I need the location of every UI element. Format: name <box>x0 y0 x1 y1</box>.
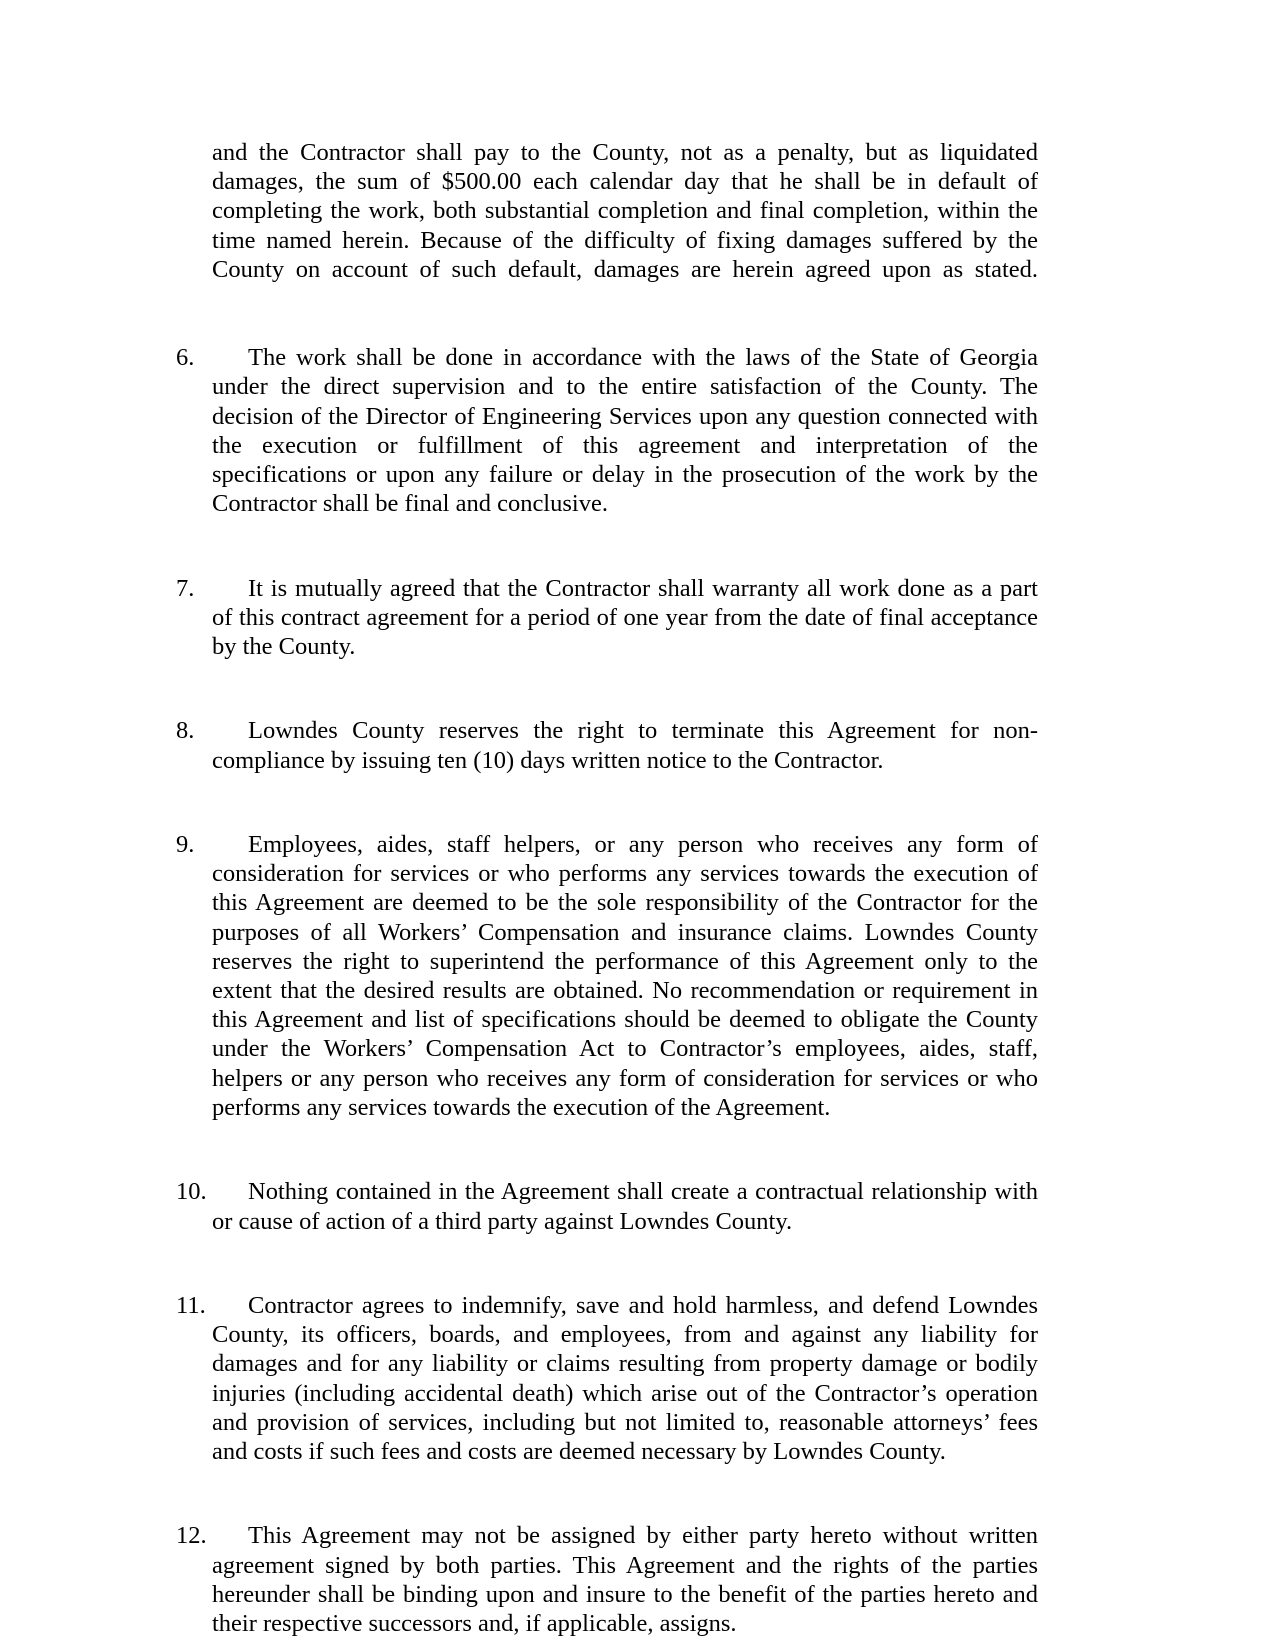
clause-number-12: 12. <box>176 1522 207 1550</box>
clause-item-7 <box>176 574 1038 691</box>
clause-number-7: 7. <box>176 574 195 602</box>
continuation-paragraph: and the Contractor shall pay to the County, not as a penalty, but as liquidated damages, the sum of $500.00 each calendar day that he shall be in default of completing the work, both substantial completion and final completion, within the time named herein. Because of the difficulty of fixing damages suffered by the County on account of such default, damages are herein agreed upon as stated. <box>212 139 1038 283</box>
clause-text-6: The work shall be done in accordance with the laws of the State of Georgia under the direct supervision and to the entire satisfaction of the County. The decision of the Director of Engineering Services upon any question connected with the execution or fulfillment of this agreement and interpretation of the specifications or upon any failure or delay in the prosecution of the work by the Contractor shall be final and conclusive. <box>212 344 1038 518</box>
clause-text-11: Contractor agrees to indemnify, save and hold harmless, and defend Lowndes County, its officers, boards, and employees, from and against any liability for damages and for any liability or claims resulting from property damage or bodily injuries (including accidental death) which arise out of the Contractor’s operation and provision of services, including but not limited to, reasonable attorneys’ fees and costs if such fees and costs are deemed necessary by Lowndes County. <box>212 1291 1038 1465</box>
clause-number-11: 11. <box>176 1291 206 1319</box>
clause-item-11 <box>176 1291 1038 1495</box>
clause-text-10: Nothing contained in the Agreement shall create a contractual relationship with or cause of action of a third party against Lowndes County. <box>212 1178 1038 1235</box>
clause-item-10 <box>176 1177 1038 1265</box>
clause-number-8: 8. <box>176 717 195 745</box>
clause-item-8 <box>176 716 1038 804</box>
clause-item-12 <box>176 1521 1038 1650</box>
clause-number-9: 9. <box>176 831 195 859</box>
clause-text-12: This Agreement may not be assigned by either party hereto without written agreement signed by both parties. This Agreement and the rights of the parties hereunder shall be binding upon and insure to the benefit of the parties hereto and their respective successors and, if applicable, assigns. <box>212 1522 1038 1637</box>
clause-number-6: 6. <box>176 344 195 372</box>
clause-item-6 <box>176 343 1038 547</box>
clause-text-7: It is mutually agreed that the Contractor shall warranty all work done as a part of this contract agreement for a period of one year from the date of final acceptance by the County. <box>212 574 1038 661</box>
clause-text-9: Employees, aides, staff helpers, or any person who receives any form of consideration for services or who performs any services towards the execution of this Agreement are deemed to be the sole responsibility of the Contractor for the purposes of all Workers’ Compensation and insurance claims. Lowndes County reserves the right to superintend the performance of this Agreement only to the extent that the desired results are obtained. No recommendation or requirement in this Agreement and list of specifications should be deemed to obligate the County under the Workers’ Compensation Act to Contractor’s employees, aides, staff, helpers or any person who receives any form of consideration for services or who performs any services towards the execution of the Agreement. <box>212 831 1038 1121</box>
clause-text-8: Lowndes County reserves the right to terminate this Agreement for non-compliance by issuing ten (10) days written notice to the Contractor. <box>212 717 1038 774</box>
clause-item-9 <box>176 830 1038 1151</box>
clause-number-10: 10. <box>176 1178 207 1206</box>
document-body <box>176 138 1038 1650</box>
